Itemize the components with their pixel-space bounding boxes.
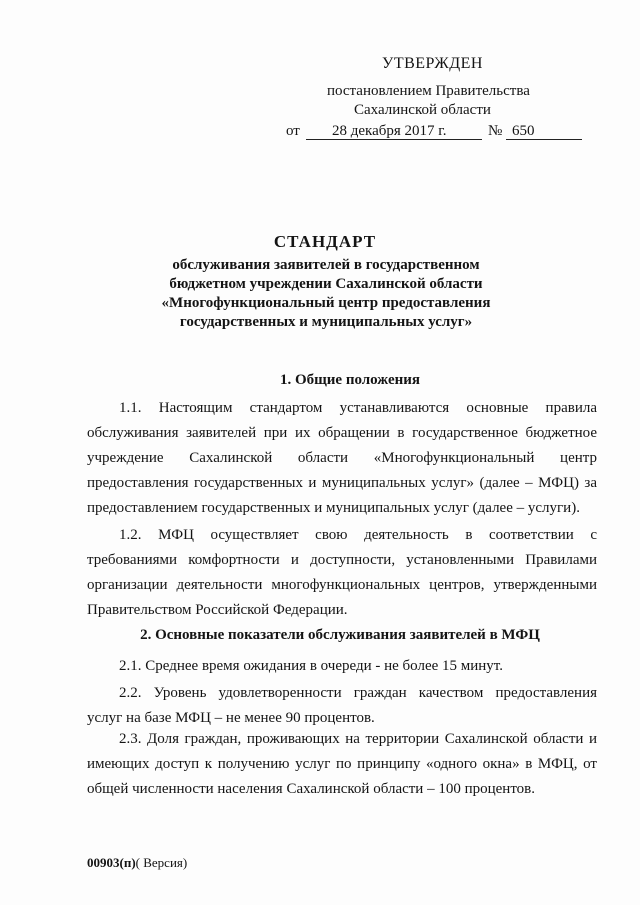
approval-by-line: постановлением Правительства (327, 83, 530, 99)
paragraph-2-3 (87, 727, 597, 802)
paragraph-line: организации деятельности многофункциональных центров, утвержденными (87, 577, 597, 593)
document-title: СТАНДАРТ (273, 232, 377, 251)
number-label: № (488, 123, 503, 139)
paragraph-line: 1.2. МФЦ осуществляет свою деятельность в соответствии с (119, 527, 597, 543)
paragraph-line: 1.1. Настоящим стандартом устанавливаются основные правила (119, 400, 597, 416)
paragraph-line: Правительством Российской Федерации. (87, 602, 348, 618)
paragraph-line: предоставлением государственных и муниципальных услуг (далее – услуги). (87, 500, 580, 516)
document-subtitle (6, 256, 640, 332)
paragraph-line: 2.3. Доля граждан, проживающих на территории Сахалинской области и (119, 731, 597, 747)
paragraph-1-1 (87, 396, 597, 521)
paragraph-line: обслуживания заявителей при их обращении в государственное бюджетное (87, 425, 597, 441)
subtitle-line: обслуживания заявителей в государственном (172, 257, 480, 273)
document-footer (87, 855, 187, 871)
approval-date-line (286, 122, 586, 142)
subtitle-line: бюджетном учреждении Сахалинской области (169, 276, 483, 292)
paragraph-line: 2.2. Уровень удовлетворенности граждан качеством предоставления (119, 685, 597, 701)
from-label: от (286, 123, 300, 139)
approval-number: 650 (512, 123, 535, 139)
paragraph-2-1 (119, 654, 539, 679)
paragraph-line: услуг на базе МФЦ – не менее 90 процентов. (87, 710, 375, 726)
document-version: ( Версия) (135, 855, 188, 870)
paragraph-line: 2.1. Среднее время ожидания в очереди - не более 15 минут. (119, 658, 503, 674)
approval-region-line: Сахалинской области (354, 102, 491, 118)
approval-date: 28 декабря 2017 г. (332, 123, 447, 139)
paragraph-1-2 (87, 523, 597, 623)
subtitle-line: «Многофункциональный центр предоставления (161, 295, 491, 311)
paragraph-line: требованиями комфортности и доступности, установленными Правилами (87, 552, 597, 568)
paragraph-line: общей численности населения Сахалинской области – 100 процентов. (87, 781, 536, 797)
paragraph-line: учреждение Сахалинской области «Многофункциональный центр (87, 450, 597, 466)
approval-heading: УТВЕРЖДЕН (382, 55, 483, 72)
paragraph-line: предоставления государственных и муниципальных услуг» (далее – МФЦ) за (87, 475, 597, 491)
subtitle-line: государственных и муниципальных услуг» (179, 314, 473, 330)
paragraph-line: имеющих доступ к получению услуг по принципу «одного окна» в МФЦ, от (87, 756, 597, 772)
document-code: 00903(п) (87, 855, 136, 870)
section-heading: 1. Общие положения (279, 372, 421, 388)
paragraph-2-2 (87, 681, 597, 731)
section-heading: 2. Основные показатели обслуживания заявителей в МФЦ (140, 627, 540, 643)
